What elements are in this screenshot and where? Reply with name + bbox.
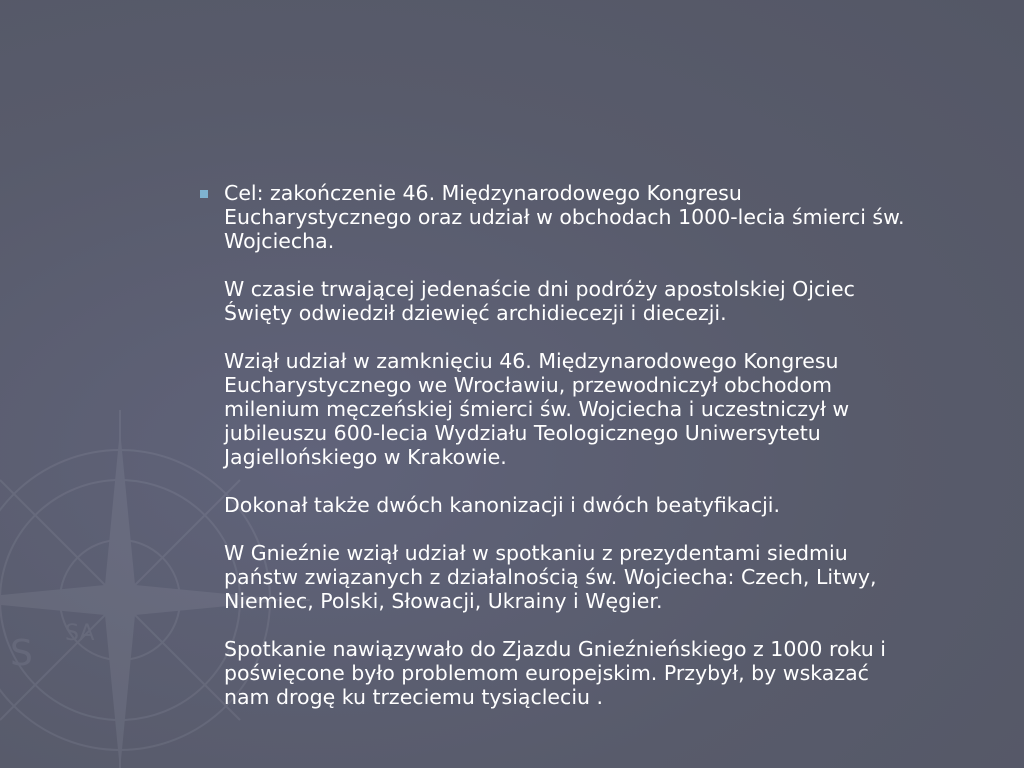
slide-content xyxy=(200,181,960,709)
paragraph-congress: Wziął udział w zamknięciu 46. Międzynarodowego Kongresu Eucharystycznego we Wrocławiu, przewodniczył obchodom milenium męczeńskiej śmierci św. Wojciecha i uczestniczył w jubileuszu 600-lecia Wydziału Teologicznego Uniwersytetu Jagiellońskiego w Krakowie. xyxy=(224,349,850,469)
square-bullet-icon xyxy=(200,190,208,198)
paragraph-meeting: Spotkanie nawiązywało do Zjazdu Gnieźnieńskiego z 1000 roku i poświęcone było problemom europejskim. Przybył, by wskazać nam drogę ku trzeciemu tysiącleciu . xyxy=(224,637,886,709)
paragraph-gniezno: W Gnieźnie wziął udział w spotkaniu z prezydentami siedmiu państw związanych z działalnością św. Wojciecha: Czech, Litwy, Niemiec, Polski, Słowacji, Ukrainy i Węgier. xyxy=(224,541,877,613)
paragraph-goal: Cel: zakończenie 46. Międzynarodowego Kongresu Eucharystycznego oraz udział w obchodach 1000-lecia śmierci św. Wojciecha. xyxy=(224,181,905,253)
compass-letter-sa: SA xyxy=(65,621,95,646)
paragraph-journey: W czasie trwającej jedenaście dni podróży apostolskiej Ojciec Święty odwiedził dziewięć archidiecezji i diecezji. xyxy=(224,277,855,325)
bullet-text xyxy=(224,181,960,709)
compass-letter-s: S xyxy=(10,633,33,674)
bullet-item xyxy=(200,181,960,709)
paragraph-canonizations: Dokonał także dwóch kanonizacji i dwóch beatyfikacji. xyxy=(224,493,781,517)
